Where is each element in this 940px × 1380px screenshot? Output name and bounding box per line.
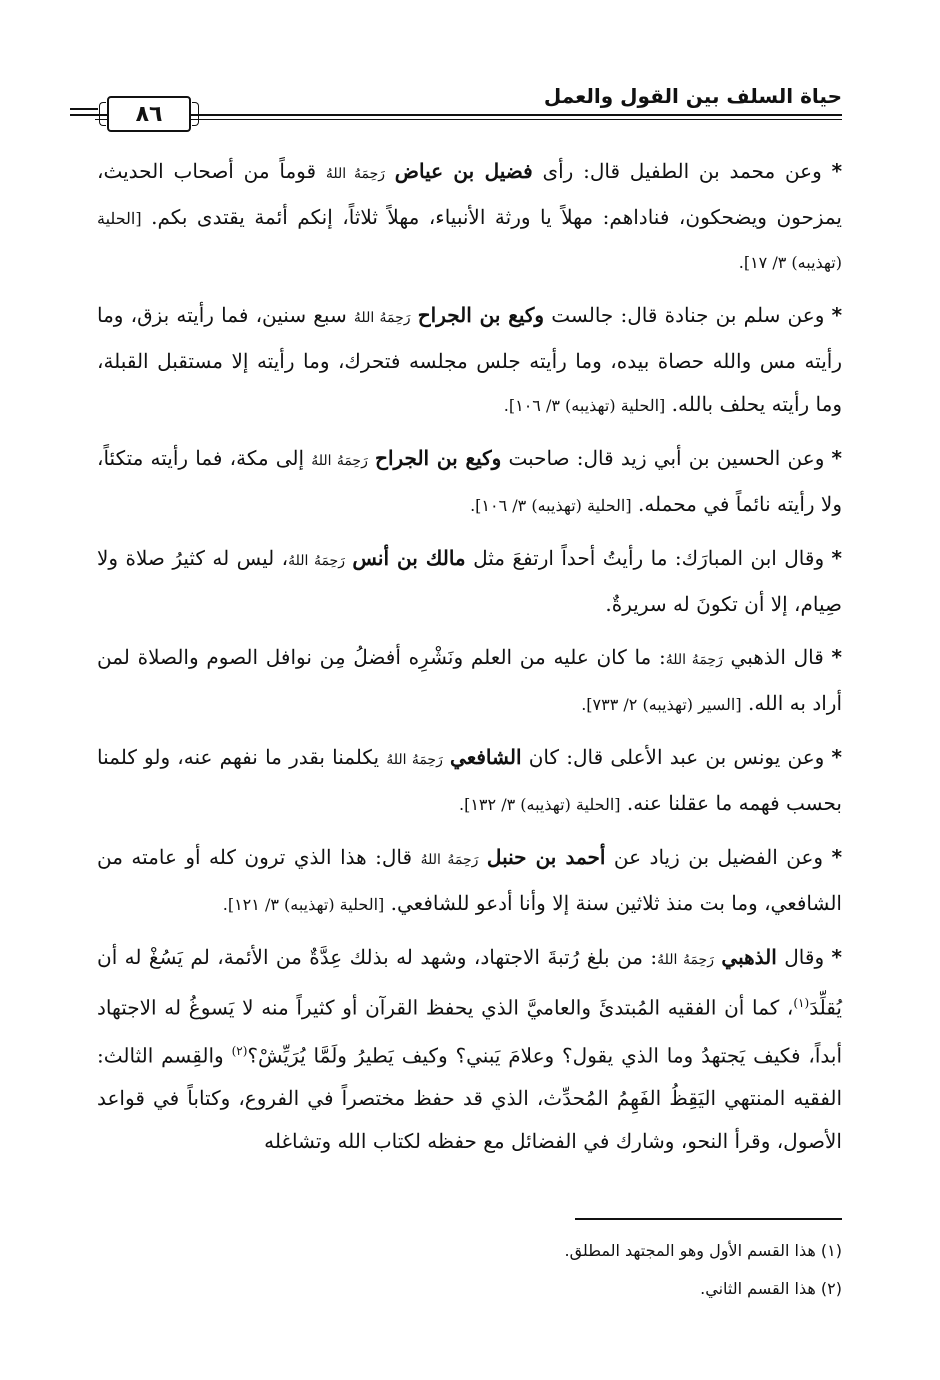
paragraph-text: والقِسم الثالث: الفقيه المنتهي اليَقِظُ الفَهِمُ المُحدِّث، الذي قد حفظ مختصراً في الفروع، وكتاباً في قواعد الأصول، وقرأ النحو، وشارك في الفضائل مع حفظه لكتاب الله وتشاغله [97, 1043, 842, 1154]
header-rule-thin [95, 119, 842, 120]
header-dash [70, 114, 98, 116]
main-text [97, 150, 842, 1173]
footnote-marker[interactable]: (١) [793, 996, 810, 1010]
citation: [الحلية (تهذيبه) ٣/ ١٠٦]. [470, 496, 632, 515]
paragraph-text: ، كما أن الفقيه المُبتدئَ والعاميَّ الذي يحفظ القرآن أو كثيراً منه لا يَسوغُ له الاجتهاد أبداً، فكيف يَجتهدُ وما الذي يقول؟ وعلامَ يَبني؟ وكيف يَطيرُ ولَمَّا يُرَيِّشْ؟ [97, 995, 843, 1068]
person-name: الشافعي [450, 745, 522, 769]
bullet-star: * [831, 945, 843, 969]
paragraph-text: وقال [776, 945, 825, 969]
paragraph [97, 537, 842, 626]
person-name: الذهبي [721, 945, 777, 969]
person-name: مالك بن أنس [352, 546, 466, 570]
paragraph [97, 836, 842, 926]
paragraph [97, 636, 842, 726]
footnote-separator [575, 1218, 842, 1220]
footnote-marker[interactable]: (٢) [231, 1043, 248, 1058]
honorific: رَحِمَهُ اللهُ [325, 166, 386, 182]
citation: [الحلية (تهذيبه) ٣/ ١٠٦]. [503, 396, 666, 415]
paragraph-text: قال: هذا الذي ترون كله أو عامته من الشافعي، وما بت منذ ثلاثين سنة إلا وأنا أدعو للشافعي. [97, 845, 842, 915]
bullet-star: * [831, 303, 843, 327]
person-name: وكيع بن الجراح [375, 446, 502, 470]
honorific: رَحِمَهُ اللهُ [353, 310, 411, 326]
footnotes [97, 1232, 842, 1308]
paragraph [97, 437, 842, 527]
header-dash [70, 108, 98, 110]
citation: [الحلية (تهذيبه) ٣/ ١٢١]. [222, 895, 385, 914]
paragraph [97, 294, 842, 427]
paragraph-text: وقال ابن المبارَك: ما رأيتُ أحداً ارتفعَ مثل [465, 546, 825, 570]
honorific: رَحِمَهُ اللهُ [657, 952, 714, 968]
paragraph-text: يكلمنا بقدر ما نفهم عنه، ولو كلمنا بحسب فهمه ما عقلنا عنه. [97, 745, 842, 815]
paragraph-text: وعن الحسين بن أبي زيد قال: صاحبت [501, 446, 825, 470]
bullet-star: * [831, 745, 843, 769]
honorific: رَحِمَهُ اللهُ [288, 553, 345, 569]
honorific: رَحِمَهُ اللهُ [420, 852, 479, 868]
page-number-frame [107, 96, 191, 132]
paragraph-text: سبع سنين، فما رأيته بزق، وما رأيته مس والله حصاة بيده، وما رأيته جلس مجلسه فتحرك، وما رأيته إلا مستقبل القبلة، وما رأيته يحلف بالله. [97, 303, 842, 416]
header-rule [95, 114, 842, 116]
bullet-star: * [831, 546, 843, 570]
person-name: وكيع بن الجراح [417, 303, 545, 327]
paragraph-text: إلى مكة، فما رأيته متكئاً، ولا رأيته نائماً في محمله. [97, 446, 842, 516]
paragraph [97, 736, 842, 826]
bullet-star: * [831, 446, 843, 470]
paragraph-text: قوماً من أصحاب الحديث، يمزحون ويضحكون، فناداهم: مهلاً يا ورثة الأنبياء، مهلاً ثلاثاً، إنكم أئمة يقتدى بكم. [97, 159, 842, 229]
bullet-star: * [831, 645, 842, 669]
footnote: (٢) هذا القسم الثاني. [700, 1279, 842, 1298]
paragraph-text: وعن سلم بن جنادة قال: جالست [544, 303, 825, 327]
bullet-star: * [831, 845, 843, 869]
honorific: رَحِمَهُ اللهُ [386, 752, 443, 768]
running-title: حياة السلف بين القول والعمل [543, 84, 842, 108]
footnote: (١) هذا القسم الأول وهو المجتهد المطلق. [564, 1241, 842, 1260]
honorific: رَحِمَهُ اللهُ [311, 453, 368, 469]
paragraph-text: وعن يونس بن عبد الأعلى قال: كان [521, 745, 825, 769]
paragraph [97, 150, 842, 284]
honorific: رَحِمَهُ اللهُ [665, 652, 723, 668]
paragraph-text: قال الذهبي [722, 645, 824, 669]
paragraph-text: ، ليس له كثيرُ صلاة ولا صِيام، إلا أن تكونَ له سريرةٌ. [97, 546, 842, 616]
paragraph [97, 936, 842, 1163]
paragraph-text: وعن الفضيل بن زياد عن [605, 845, 824, 869]
paragraph-text: : ما كان عليه من العلم ونَشْرِه أفضلُ مِن نوافل الصوم والصلاة لمن أراد به الله. [97, 645, 842, 715]
citation: [الحلية (تهذيبه) ٣/ ١٧]. [97, 209, 842, 272]
paragraph-text: وعن محمد بن الطفيل قال: رأى [532, 159, 822, 183]
citation: [الحلية (تهذيبه) ٣/ ١٣٢]. [459, 795, 621, 814]
citation: [السير (تهذيبه) ٢/ ٧٣٣]. [581, 695, 742, 714]
person-name: فضيل بن عياض [394, 159, 533, 183]
person-name: أحمد بن حنبل [486, 845, 606, 869]
page-number: ٨٦ [135, 101, 163, 127]
page-header [95, 78, 842, 130]
bullet-star: * [831, 159, 843, 183]
paragraph-text: : من بلغ رُتبةَ الاجتهاد، وشهد له بذلك عِدَّةٌ من الأئمة، لم يَسُغْ له أن يُقلِّدَ [97, 945, 842, 1020]
